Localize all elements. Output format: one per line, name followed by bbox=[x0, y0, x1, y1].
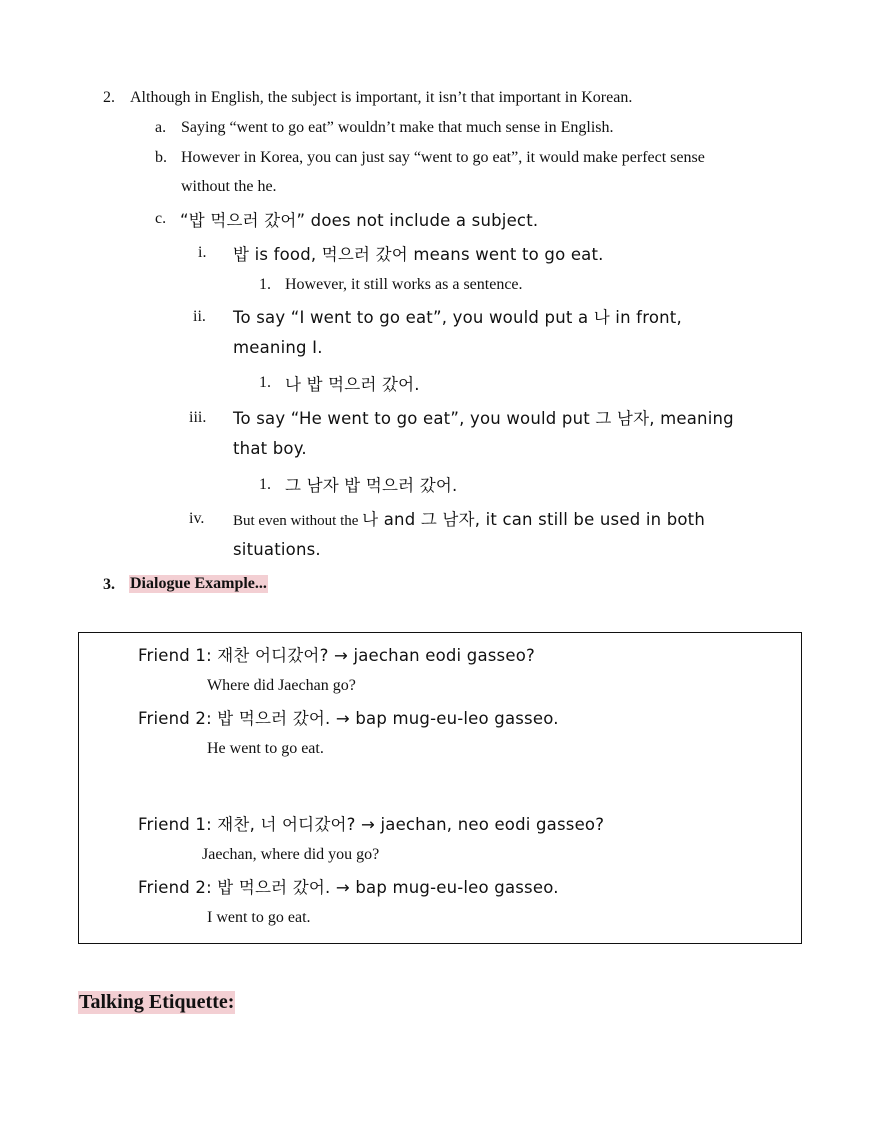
talking-etiquette-heading: Talking Etiquette: bbox=[79, 991, 235, 1013]
list-marker-a: a. bbox=[155, 119, 167, 136]
item-i-1-text: However, it still works as a sentence. bbox=[285, 276, 523, 293]
list-marker-ii: ii. bbox=[193, 308, 206, 325]
item-a-text: Saying “went to go eat” wouldn’t make that much sense in English. bbox=[181, 119, 614, 136]
list-number-2: 2. bbox=[103, 89, 115, 106]
item-ii-1-text: 나 밥 먹으러 갔어. bbox=[285, 375, 420, 394]
item-iii-text-line1: To say “He went to go eat”, you would put 그 남자, meaning bbox=[233, 409, 734, 428]
list-marker-i: i. bbox=[198, 244, 207, 261]
list-marker-ii-1: 1. bbox=[259, 374, 271, 391]
list-marker-b: b. bbox=[155, 149, 167, 166]
dialogue-line-2: Friend 2: 밥 먹으러 갔어. → bap mug-eu-leo gasseo. bbox=[138, 709, 559, 728]
dialogue-line-1: Friend 1: 재찬 어디갔어? → jaechan eodi gasseo? bbox=[138, 646, 535, 665]
item-ii-text-line2: meaning I. bbox=[233, 338, 323, 357]
item-2-text: Although in English, the subject is important, it isn’t that important in Korean. bbox=[130, 89, 633, 106]
item-b-text-line2: without the he. bbox=[181, 178, 277, 195]
item-c-text: “밥 먹으러 갔어” does not include a subject. bbox=[180, 211, 539, 230]
list-marker-iii: iii. bbox=[189, 409, 207, 426]
dialogue-example-heading: Dialogue Example... bbox=[130, 575, 267, 592]
dialogue-line-4: Friend 2: 밥 먹으러 갔어. → bap mug-eu-leo gasseo. bbox=[138, 878, 559, 897]
item-iii-1-text: 그 남자 밥 먹으러 갔어. bbox=[285, 476, 458, 495]
dialogue-translation-1: Where did Jaechan go? bbox=[207, 677, 356, 694]
list-marker-iv: iv. bbox=[189, 510, 205, 527]
item-iv-text-line2: situations. bbox=[233, 540, 321, 559]
item-iii-text-line2: that boy. bbox=[233, 439, 307, 458]
dialogue-translation-2: He went to go eat. bbox=[207, 740, 324, 757]
item-b-text-line1: However in Korea, you can just say “went to go eat”, it would make perfect sense bbox=[181, 149, 705, 166]
dialogue-translation-3: Jaechan, where did you go? bbox=[202, 846, 380, 863]
item-i-text: 밥 is food, 먹으러 갔어 means went to go eat. bbox=[233, 245, 604, 264]
list-marker-c: c. bbox=[155, 210, 167, 227]
list-marker-i-1: 1. bbox=[259, 276, 271, 293]
dialogue-translation-4: I went to go eat. bbox=[207, 909, 311, 926]
dialogue-line-3: Friend 1: 재찬, 너 어디갔어? → jaechan, neo eodi gasseo? bbox=[138, 815, 605, 834]
item-iv-text-serif: But even without the bbox=[233, 513, 363, 529]
item-iv-text-line1 bbox=[233, 506, 705, 530]
list-marker-iii-1: 1. bbox=[259, 476, 271, 493]
list-number-3: 3. bbox=[103, 576, 115, 593]
item-ii-text-line1: To say “I went to go eat”, you would put a 나 in front, bbox=[233, 308, 682, 327]
item-iv-text-sans: 나 and 그 남자, it can still be used in both bbox=[362, 510, 706, 529]
